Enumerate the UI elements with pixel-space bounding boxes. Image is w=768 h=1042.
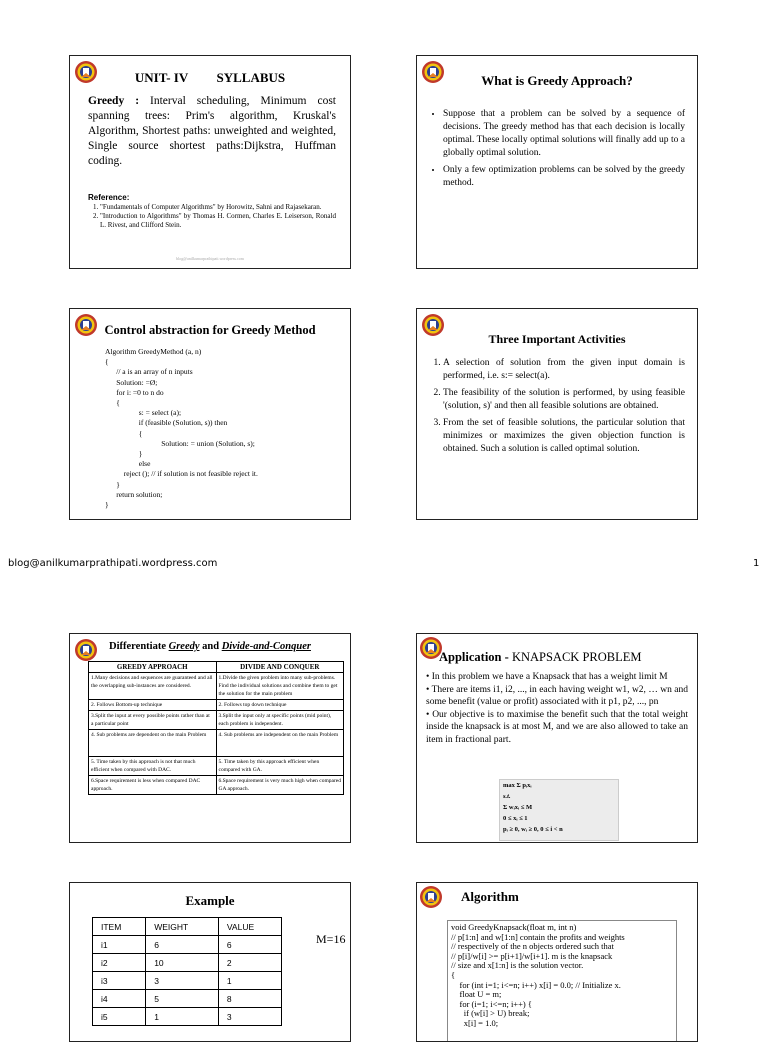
greedy-label: Greedy :: [88, 95, 140, 107]
comparison-table: [88, 661, 344, 795]
table-row: 4. Sub problems are dependent on the main Problem 4. Sub problems are independent on the main Problem: [89, 730, 344, 757]
paragraph: • Our objective is to maximise the benefit such that the total weight inside the knapsack is at most M, and we are also allowed to take an item in fractional part.: [426, 709, 688, 745]
activity-list: [425, 357, 685, 460]
table-row: 1.Many decisions and sequences are guaranteed and all the overlapping sub-instances are considered. 1.Divide the given problem into many sub-problems. Find the individual solutions and combine them to get the solution for the main problem: [89, 673, 344, 700]
table-header: WEIGHT: [146, 918, 219, 936]
table-row: 5. Time taken by this approach is not that much efficient when compared with DAC. 5. Time taken by this approach efficient when compared with GA.: [89, 757, 344, 776]
table-row: i5 1 3: [93, 1008, 282, 1026]
slide-title: Control abstraction for Greedy Method: [104, 323, 316, 337]
paragraph: • In this problem we have a Knapsack that has a weight limit M: [426, 672, 668, 682]
bullet-list: [429, 108, 685, 194]
table-header: GREEDY APPROACH: [89, 662, 217, 673]
slide-title: Example: [185, 893, 235, 908]
table-row: i1 6 6: [93, 936, 282, 954]
slide-control-abstraction: [69, 308, 351, 520]
reference-item: 1. "Fundamentals of Computer Algorithms" by Horowitz, Sahni and Rajasekaran.: [100, 203, 336, 212]
activity-item: 3. From the set of feasible solutions, the particular solution that minimizes or maximizes the given objection function is obtained. Such a solution is called optimal solution.: [443, 417, 685, 456]
syllabus-title: [70, 70, 350, 86]
table-row: i3 3 1: [93, 972, 282, 990]
college-logo-icon: [419, 885, 443, 909]
slide-greedy-approach: [416, 55, 698, 269]
slide-title: Differentiate Greedy and Divide-and-Conquer: [109, 641, 311, 652]
activity-item: 1. A selection of solution from the given input domain is performed, i.e. s:= select(a).: [443, 357, 685, 383]
slide-example: [69, 882, 351, 1042]
title-unit: UNIT- IV: [134, 70, 188, 85]
table-row: 6.Space requirement is less when compared DAC approach. 6.Space requirement is very much high when compared GA approach.: [89, 776, 344, 795]
slide-watermark: blog@anilkumarprathipati.wordpress.com: [176, 256, 244, 261]
knapsack-body: [426, 671, 688, 746]
knapsack-code: void GreedyKnapsack(float m, int n) // p[1:n] and w[1:n] contain the profits and weights // respectively of the n objects ordered such that // p[i]/w[i] >= p[i+1]/w[i+1]. m is the knapsack // size and x[1:n] is the solution vector. { for (int i=1; i<=n; i++) x[i] = 0.0; // Initialize x. float U = m; for (i=1; i<=n; i++) { if (w[i] > U) break; x[i] = 1.0;: [451, 922, 625, 1028]
slide-greedy-vs-dc: [69, 633, 351, 843]
slide-title: Application - KNAPSACK PROBLEM: [439, 650, 642, 664]
bullet-item: • Suppose that a problem can be solved by a sequence of decisions. The greedy method has that each decision is locally optimal. These locally optimal solutions will finally add up to a globally optimal solution.: [443, 108, 685, 160]
slide-three-activities: [416, 308, 698, 520]
example-table: [92, 917, 282, 1026]
table-row: i2 10 2: [93, 954, 282, 972]
page-number: 1: [753, 558, 760, 569]
activity-item: 2. The feasibility of the solution is performed, by using feasible '(solution, s)' and then all feasible solutions are obtained.: [443, 387, 685, 413]
capacity-label: M=16: [316, 932, 346, 946]
table-row: i4 5 8: [93, 990, 282, 1008]
reference-item: 2. "Introduction to Algorithms" by Thomas H. Cormen, Charles E. Leiserson, Ronald L. Rivest, and Clifford Stein.: [100, 212, 336, 230]
table-row: 2. Follows Bottom-up technique 2. Follows top down technique: [89, 700, 344, 711]
table-header: DIVIDE AND CONQUER: [216, 662, 344, 673]
slide-title: Three Important Activities: [488, 332, 626, 346]
table-row: 3.Split the input at every possible points rather than at a particular point 3.Split the input only at specific points (mid point), each problem is independent.: [89, 711, 344, 730]
syllabus-text: Interval scheduling, Minimum cost spanning trees: Prim's algorithm, Kruskal's Algorithm, Shortest paths: unweighted and weighted, Single source shortest paths:Dijkstra, Huffman coding.: [88, 95, 336, 167]
algorithm-code: Algorithm GreedyMethod (a, n) { // a is an array of n inputs Solution: =Ø; for i: =0 to n do { s: = select (a); if (feasible (Solution, s)) then { Solution: = union (Solution, s); } else reject (); // if solution is not feasible reject it. } return solution; }: [105, 347, 258, 510]
bullet-item: • Only a few optimization problems can be solved by the greedy method.: [443, 164, 685, 190]
slide-algorithm: [416, 882, 698, 1042]
slide-knapsack: [416, 633, 698, 843]
slide-syllabus: [69, 55, 351, 269]
table-header: VALUE: [218, 918, 281, 936]
syllabus-body: [88, 94, 336, 169]
paragraph: • There are items i1, i2, ..., in each having weight w1, w2, … wn and some benefit (value or profit) associated with it p1, p2, ..., pn: [426, 684, 688, 707]
reference-list: [88, 203, 336, 230]
knapsack-formula: max Σ pᵢxᵢ s.t. Σ wᵢxᵢ ≤ M 0 ≤ xᵢ ≤ 1 pᵢ ≥ 0, wᵢ ≥ 0, 0 ≤ i < n: [499, 779, 619, 841]
table-header: ITEM: [93, 918, 146, 936]
reference-label: Reference:: [88, 193, 130, 202]
footer-email: blog@anilkumarprathipati.wordpress.com: [8, 558, 218, 569]
title-syllabus: SYLLABUS: [216, 70, 286, 85]
slide-title: Algorithm: [461, 889, 519, 904]
slide-title: What is Greedy Approach?: [481, 73, 633, 88]
